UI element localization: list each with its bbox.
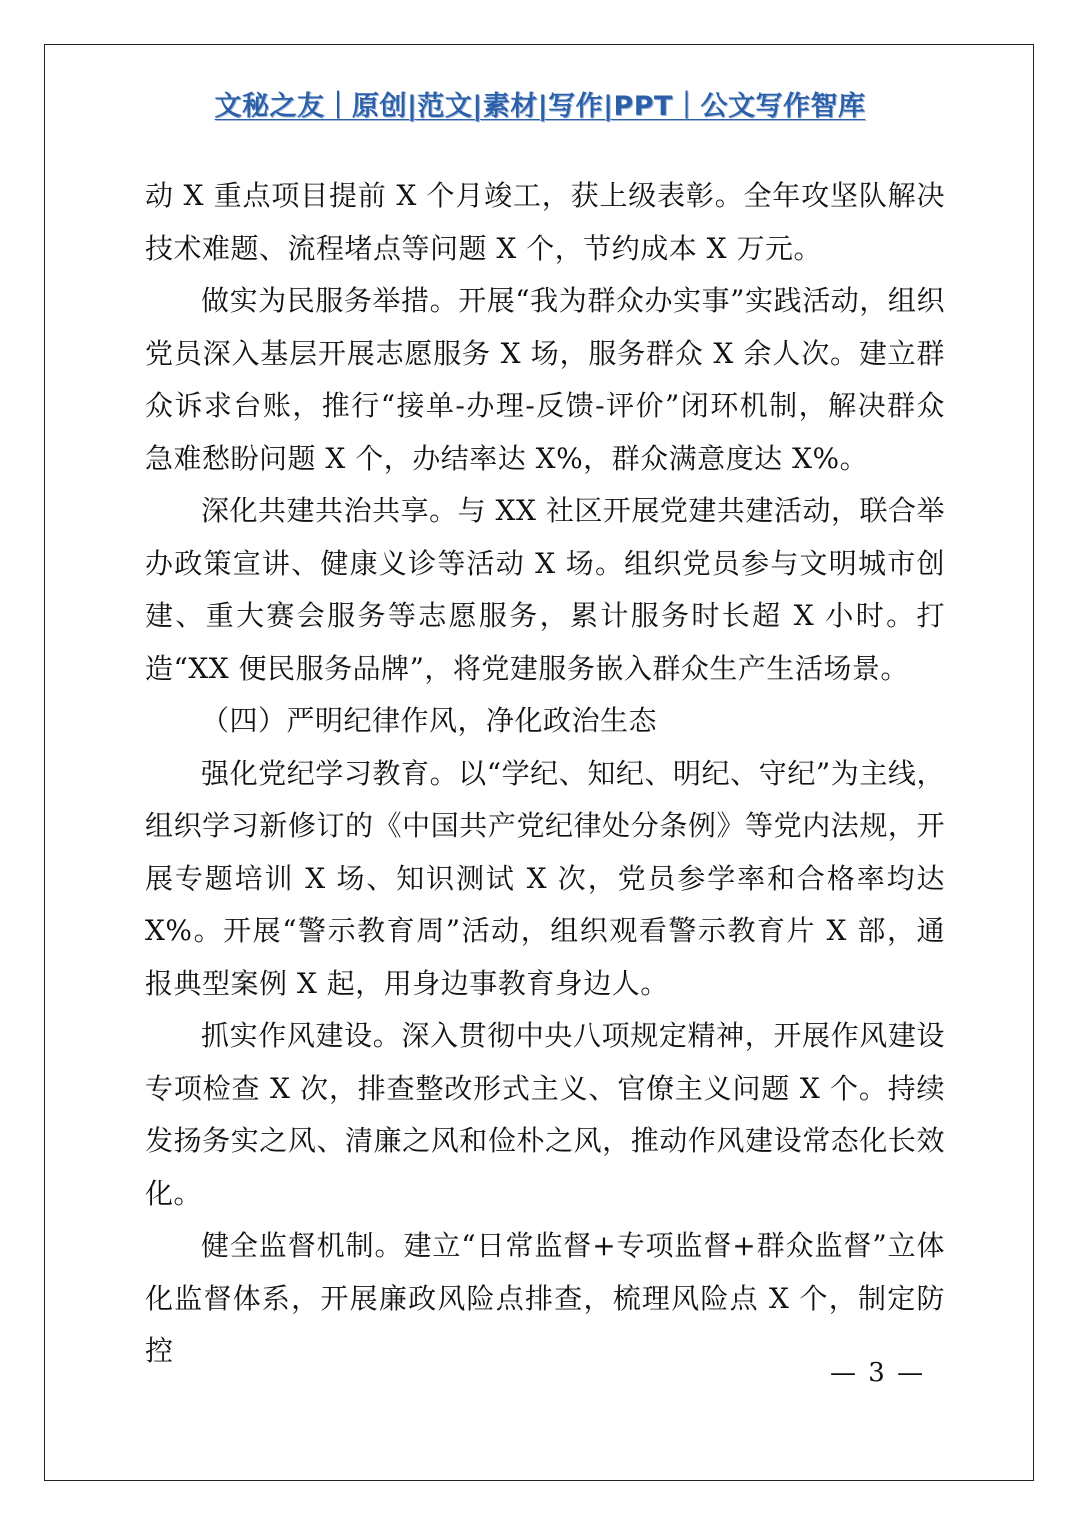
paragraph-supervision: 健全监督机制。建立“日常监督+专项监督+群众监督”立体化监督体系，开展廉政风险点排查，梳理风险点 X 个，制定防控 [145,1229,945,1367]
header-banner: 文秘之友｜原创|范文|素材|写作|PPT｜公文写作智库 [214,91,866,122]
document-body [145,170,945,1378]
section-heading: （四）严明纪律作风，净化政治生态 [201,704,658,737]
paragraph-work-style: 抓实作风建设。深入贯彻中央八项规定精神，开展作风建设专项检查 X 次，排查整改形式主义、官僚主义问题 X 个。持续发扬务实之风、清廉之风和俭朴之风，推动作风建设常态化长效化。 [145,1019,945,1210]
paragraph-service-measures: 做实为民服务举措。开展“我为群众办实事”实践活动，组织党员深入基层开展志愿服务 X 场，服务群众 X 余人次。建立群众诉求台账，推行“接单-办理-反馈-评价”闭环机制，解决群众急难愁盼问题 X 个，办结率达 X%，群众满意度达 X%。 [145,284,945,475]
paragraph-co-construction: 深化共建共治共享。与 XX 社区开展党建共建活动，联合举办政策宣讲、健康义诊等活动 X 场。组织党员参与文明城市创建、重大赛会服务等志愿服务，累计服务时长超 X 小时。打造“XX 便民服务品牌”，将党建服务嵌入群众生产生活场景。 [145,494,945,685]
page-number: — 3 — [830,1358,926,1388]
paragraph-discipline-education: 强化党纪学习教育。以“学纪、知纪、明纪、守纪”为主线，组织学习新修订的《中国共产党纪律处分条例》等党内法规，开展专题培训 X 场、知识测试 X 次，党员参学率和合格率均达 X%。开展“警示教育周”活动，组织观看警示教育片 X 部，通报典型案例 X 起，用身边事教育身边人。 [145,756,945,1000]
paragraph-continued: 动 X 重点项目提前 X 个月竣工，获上级表彰。全年攻坚队解决技术难题、流程堵点等问题 X 个，节约成本 X 万元。 [145,179,945,265]
